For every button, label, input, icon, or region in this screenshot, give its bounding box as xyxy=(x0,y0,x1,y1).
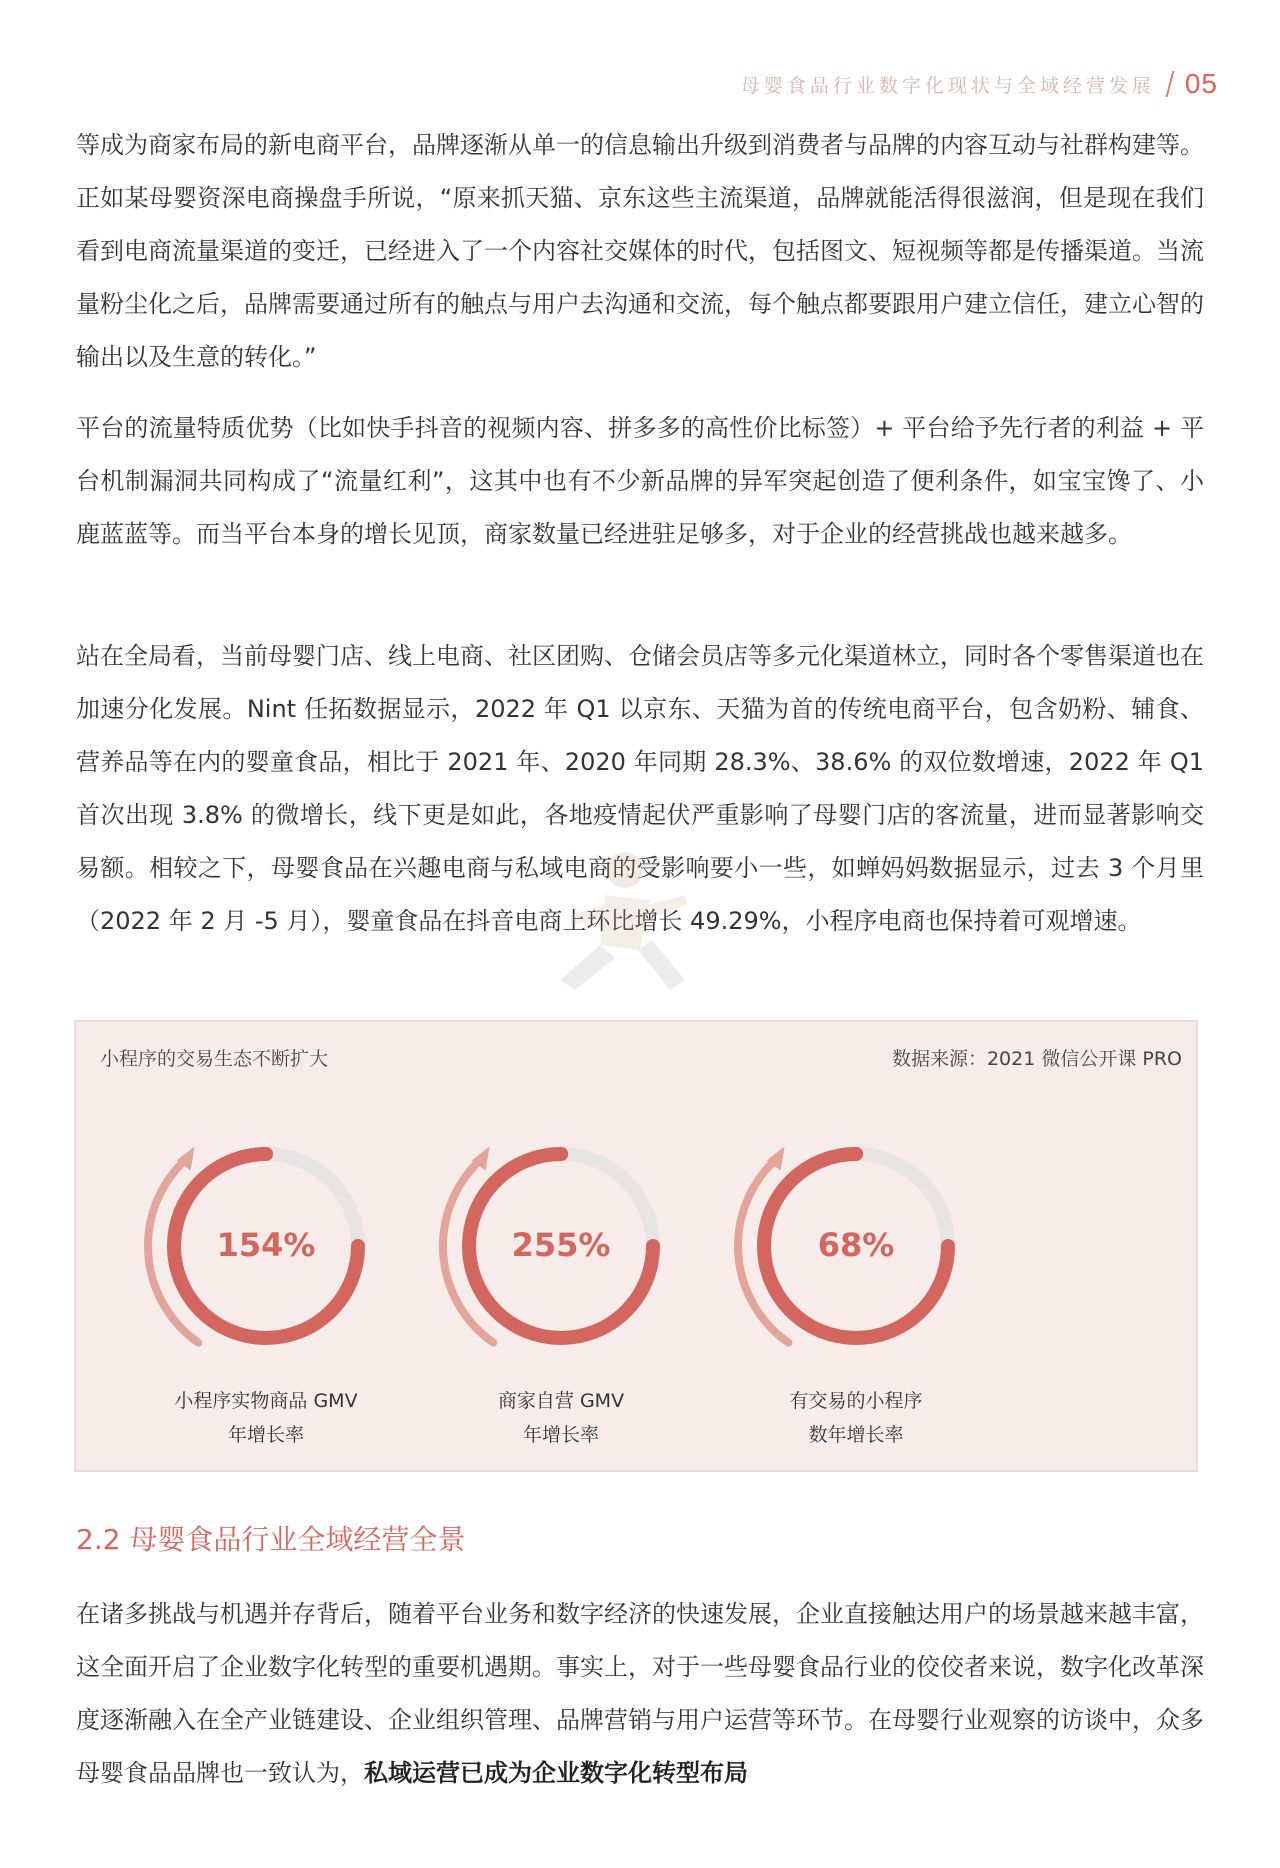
donut-label-line1: 小程序实物商品 GMV xyxy=(174,1390,358,1412)
paragraph-4 xyxy=(76,1588,1204,1800)
paragraph-4-emphasis: 私域运营已成为企业数字化转型布局 xyxy=(364,1759,748,1787)
donut-label-line2: 年增长率 xyxy=(522,1424,599,1446)
chart-title: 小程序的交易生态不断扩大 xyxy=(100,1048,329,1070)
donut-item-2 xyxy=(377,1118,717,1458)
section-heading: 2.2 母婴食品行业全域经营全景 xyxy=(76,1523,466,1556)
paragraph-2: 平台的流量特质优势（比如快手抖音的视频内容、拼多多的高性价比标签）+ 平台给予先行者的利益 + 平台机制漏洞共同构成了“流量红利”，这其中也有不少新品牌的异军突起创造了便利条件，如宝宝馋了、小鹿蓝蓝等。而当平台本身的增长见顶，商家数量已经进驻足够多，对于企业的经营挑战也越来越多。 xyxy=(76,414,1204,548)
donut-label xyxy=(116,1384,416,1452)
paragraph-4-text: 在诸多挑战与机遇并存背后，随着平台业务和数字经济的快速发展，企业直接触达用户的场景越来越丰富，这全面开启了企业数字化转型的重要机遇期。事实上，对于一些母婴食品行业的佼佼者来说，数字化改革深度逐渐融入在全产业链建设、企业组织管理、品牌营销与用户运营等环节。在母婴行业观察的访谈中，众多母婴食品品牌也一致认为， xyxy=(76,1600,1204,1787)
donut-label-line2: 年增长率 xyxy=(227,1424,304,1446)
paragraph-1: 等成为商家布局的新电商平台，品牌逐渐从单一的信息输出升级到消费者与品牌的内容互动与社群构建等。正如某母婴资深电商操盘手所说，“原来抓天猫、京东这些主流渠道，品牌就能活得很滋润，但是现在我们看到电商流量渠道的变迁，已经进入了一个内容社交媒体的时代，包括图文、短视频等都是传播渠道。当流量粉尘化之后，品牌需要通过所有的触点与用户去沟通和交流，每个触点都要跟用户建立信任，建立心智的输出以及生意的转化。” xyxy=(76,131,1204,371)
chart-panel xyxy=(74,1020,1198,1472)
donut-value: 68% xyxy=(817,1226,895,1264)
paragraph-3: 站在全局看，当前母婴门店、线上电商、社区团购、仓储会员店等多元化渠道林立，同时各个零售渠道也在加速分化发展。Nint 任拓数据显示，2022 年 Q1 以京东、天猫为首的传统电商平台，包含奶粉、辅食、营养品等在内的婴童食品，相比于 2021 年、2020 年同期 28.3%、38.6% 的双位数增速，2022 年 Q1 首次出现 3.8% 的微增长，线下更是如此，各地疫情起伏严重影响了母婴门店的客流量，进而显著影响交易额。相较之下，母婴食品在兴趣电商与私域电商的受影响要小一些，如蝉妈妈数据显示，过去 3 个月里（2022 年 2 月 -5 月），婴童食品在抖音电商上环比增长 49.29%，小程序电商也保持着可观增速。 xyxy=(76,642,1204,935)
donut-label xyxy=(706,1384,1006,1452)
donut-value: 154% xyxy=(216,1226,316,1264)
donut-item-1 xyxy=(82,1118,422,1458)
chart-source: 数据来源：2021 微信公开课 PRO xyxy=(891,1048,1182,1070)
donut-label xyxy=(411,1384,711,1452)
header-title: 母婴食品行业数字化现状与全域经营发展 xyxy=(740,74,1155,97)
header-divider xyxy=(1165,71,1174,97)
donut-value: 255% xyxy=(511,1226,611,1264)
donut-item-3 xyxy=(672,1118,1012,1458)
donut-label-line1: 有交易的小程序 xyxy=(789,1390,923,1412)
donut-label-line1: 商家自营 GMV xyxy=(497,1390,625,1412)
page-header xyxy=(741,68,1218,100)
page-number: 05 xyxy=(1184,68,1218,99)
donut-label-line2: 数年增长率 xyxy=(808,1424,904,1446)
